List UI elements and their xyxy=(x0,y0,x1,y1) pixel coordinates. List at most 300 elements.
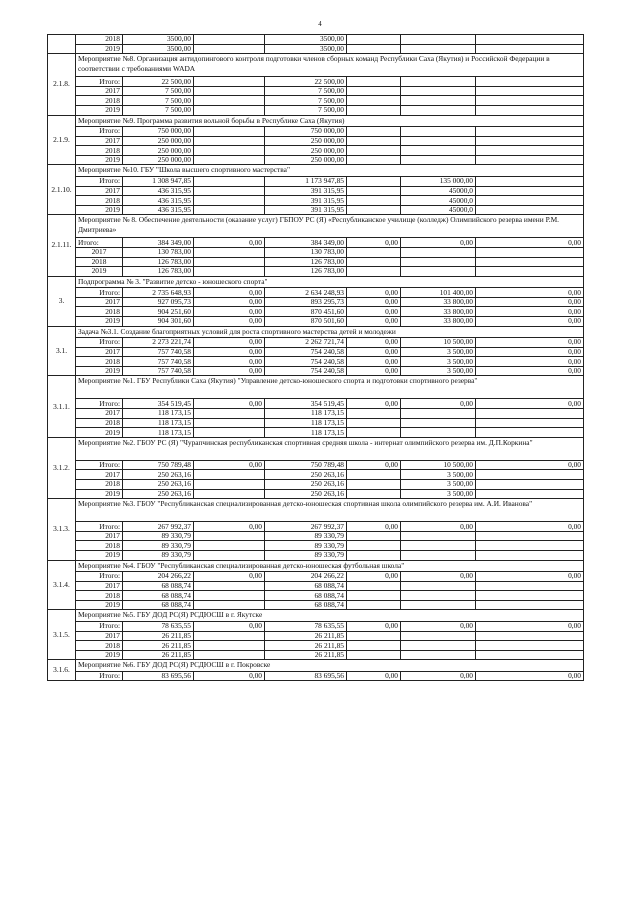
table-row xyxy=(48,86,584,96)
value-cell: 0,00 xyxy=(401,522,476,532)
value-cell: 250 000,00 xyxy=(123,155,194,165)
table-body xyxy=(48,35,584,681)
row-label: 2017 xyxy=(76,470,123,480)
value-cell: 26 211,85 xyxy=(265,641,347,651)
table-row xyxy=(48,418,584,428)
table-row xyxy=(48,581,584,591)
row-label: 2019 xyxy=(76,205,123,215)
value-cell: 250 263,16 xyxy=(123,489,194,499)
value-cell: 250 263,16 xyxy=(265,480,347,490)
table-row xyxy=(48,366,584,376)
value-cell: 0,00 xyxy=(347,297,401,307)
section-code: 3.1. xyxy=(48,326,76,376)
value-cell: 0,00 xyxy=(476,307,584,317)
section-title-row xyxy=(48,610,584,622)
value-cell xyxy=(347,550,401,560)
value-cell xyxy=(476,631,584,641)
value-cell xyxy=(194,418,265,428)
value-cell: 0,00 xyxy=(476,297,584,307)
value-cell xyxy=(347,531,401,541)
value-cell: 33 800,00 xyxy=(401,307,476,317)
row-label: 2017 xyxy=(76,136,123,146)
row-label: Итого: xyxy=(76,77,123,87)
value-cell: 0,00 xyxy=(347,238,401,248)
value-cell xyxy=(194,155,265,165)
value-cell: 250 263,16 xyxy=(265,470,347,480)
value-cell: 0,00 xyxy=(347,671,401,681)
table-row xyxy=(48,186,584,196)
value-cell: 0,00 xyxy=(194,522,265,532)
value-cell xyxy=(194,641,265,651)
value-cell: 3500,00 xyxy=(123,44,194,54)
value-cell: 130 783,00 xyxy=(123,247,194,257)
table-row xyxy=(48,196,584,206)
section-code: 2.1.11. xyxy=(48,215,76,276)
value-cell xyxy=(194,470,265,480)
table-row xyxy=(48,631,584,641)
value-cell: 0,00 xyxy=(476,460,584,470)
value-cell xyxy=(194,186,265,196)
value-cell xyxy=(401,531,476,541)
row-label: 2018 xyxy=(76,641,123,651)
value-cell xyxy=(476,127,584,137)
row-label: Итого: xyxy=(76,621,123,631)
value-cell: 45000,0 xyxy=(401,196,476,206)
row-label: 2019 xyxy=(76,267,123,277)
value-cell: 384 349,00 xyxy=(123,238,194,248)
value-cell xyxy=(347,267,401,277)
value-cell: 870 501,60 xyxy=(265,316,347,326)
section-title: Мероприятие №10. ГБУ "Школа высшего спортивного мастерства" xyxy=(76,165,584,177)
value-cell xyxy=(194,550,265,560)
section-title-row xyxy=(48,215,584,238)
value-cell xyxy=(347,600,401,610)
value-cell: 250 000,00 xyxy=(123,146,194,156)
row-label: 2019 xyxy=(76,44,123,54)
table-row xyxy=(48,297,584,307)
value-cell xyxy=(476,136,584,146)
value-cell: 1 173 947,85 xyxy=(265,176,347,186)
value-cell xyxy=(194,267,265,277)
value-cell: 3 500,00 xyxy=(401,480,476,490)
value-cell: 0,00 xyxy=(476,671,584,681)
value-cell xyxy=(347,428,401,438)
table-row xyxy=(48,146,584,156)
value-cell: 750 000,00 xyxy=(123,127,194,137)
value-cell xyxy=(347,146,401,156)
value-cell xyxy=(347,409,401,419)
section-title: Мероприятие №2. ГБОУ РС (Я) "Чурапчинская республиканская спортивная средняя школа - интернат олимпийского резерва им. Д.П.Коркина" xyxy=(76,437,584,460)
value-cell: 118 173,15 xyxy=(265,418,347,428)
value-cell xyxy=(476,641,584,651)
row-label: 2018 xyxy=(76,196,123,206)
value-cell: 2 634 248,93 xyxy=(265,288,347,298)
value-cell: 68 088,74 xyxy=(123,600,194,610)
value-cell xyxy=(347,196,401,206)
value-cell xyxy=(476,480,584,490)
section-title-row xyxy=(48,660,584,672)
section-code: 3.1.3. xyxy=(48,499,76,560)
table-row xyxy=(48,316,584,326)
value-cell xyxy=(194,146,265,156)
value-cell: 0,00 xyxy=(194,357,265,367)
value-cell xyxy=(476,247,584,257)
value-cell: 0,00 xyxy=(347,399,401,409)
value-cell xyxy=(476,186,584,196)
row-label: 2019 xyxy=(76,600,123,610)
table-row xyxy=(48,428,584,438)
row-label: Итого: xyxy=(76,176,123,186)
value-cell xyxy=(401,146,476,156)
row-label: 2019 xyxy=(76,489,123,499)
value-cell xyxy=(401,591,476,601)
value-cell: 68 088,74 xyxy=(265,600,347,610)
value-cell: 754 240,58 xyxy=(265,366,347,376)
table-row xyxy=(48,77,584,87)
value-cell xyxy=(401,127,476,137)
value-cell: 754 240,58 xyxy=(265,357,347,367)
value-cell: 0,00 xyxy=(194,307,265,317)
value-cell xyxy=(476,44,584,54)
section-title-row xyxy=(48,326,584,338)
table-row xyxy=(48,591,584,601)
value-cell xyxy=(401,136,476,146)
section-title: Мероприятие №1. ГБУ Республики Саха (Якутия) "Управление детско-юношеского спорта и подготовки спортивного резерва" xyxy=(76,376,584,399)
value-cell xyxy=(476,257,584,267)
value-cell: 2 735 648,93 xyxy=(123,288,194,298)
table-row xyxy=(48,347,584,357)
value-cell: 2 273 221,74 xyxy=(123,338,194,348)
table-row xyxy=(48,470,584,480)
section-code: 3.1.1. xyxy=(48,376,76,437)
value-cell xyxy=(476,155,584,165)
value-cell: 0,00 xyxy=(347,307,401,317)
value-cell: 83 695,56 xyxy=(123,671,194,681)
value-cell: 384 349,00 xyxy=(265,238,347,248)
section-title: Подпрограмма № 3. "Развитие детско - юношеского спорта" xyxy=(76,276,584,288)
row-label: 2018 xyxy=(76,591,123,601)
table-row xyxy=(48,550,584,560)
row-label: Итого: xyxy=(76,671,123,681)
value-cell xyxy=(347,470,401,480)
table-row xyxy=(48,176,584,186)
row-label: 2018 xyxy=(76,418,123,428)
section-title-row xyxy=(48,54,584,77)
value-cell xyxy=(476,581,584,591)
table-row xyxy=(48,267,584,277)
value-cell: 0,00 xyxy=(401,621,476,631)
value-cell xyxy=(401,550,476,560)
value-cell: 7 500,00 xyxy=(265,86,347,96)
value-cell xyxy=(476,541,584,551)
row-label: 2018 xyxy=(76,35,123,45)
table-row xyxy=(48,600,584,610)
value-cell: 354 519,45 xyxy=(265,399,347,409)
value-cell xyxy=(476,86,584,96)
value-cell: 354 519,45 xyxy=(123,399,194,409)
value-cell xyxy=(401,641,476,651)
value-cell: 391 315,95 xyxy=(265,186,347,196)
value-cell xyxy=(347,136,401,146)
value-cell xyxy=(476,105,584,115)
value-cell xyxy=(347,35,401,45)
value-cell xyxy=(476,267,584,277)
value-cell xyxy=(401,257,476,267)
section-title-row xyxy=(48,437,584,460)
value-cell: 89 330,79 xyxy=(123,531,194,541)
value-cell: 0,00 xyxy=(194,347,265,357)
value-cell: 22 500,00 xyxy=(265,77,347,87)
value-cell: 0,00 xyxy=(476,399,584,409)
value-cell: 250 263,16 xyxy=(265,489,347,499)
value-cell xyxy=(194,631,265,641)
section-code: 3.1.4. xyxy=(48,560,76,610)
value-cell: 0,00 xyxy=(476,238,584,248)
section-code: 2.1.10. xyxy=(48,165,76,215)
row-label: 2018 xyxy=(76,541,123,551)
value-cell: 45000,0 xyxy=(401,205,476,215)
value-cell: 0,00 xyxy=(476,357,584,367)
value-cell xyxy=(347,127,401,137)
value-cell xyxy=(476,35,584,45)
value-cell: 0,00 xyxy=(401,671,476,681)
value-cell xyxy=(476,531,584,541)
value-cell: 7 500,00 xyxy=(265,105,347,115)
value-cell: 2 262 721,74 xyxy=(265,338,347,348)
value-cell: 0,00 xyxy=(401,572,476,582)
value-cell: 0,00 xyxy=(401,399,476,409)
table-row xyxy=(48,409,584,419)
value-cell xyxy=(347,247,401,257)
page-number: 4 xyxy=(318,20,322,28)
value-cell xyxy=(476,550,584,560)
section-code: 3.1.2. xyxy=(48,437,76,498)
value-cell: 0,00 xyxy=(194,460,265,470)
value-cell: 68 088,74 xyxy=(265,581,347,591)
value-cell xyxy=(347,581,401,591)
value-cell xyxy=(194,136,265,146)
value-cell xyxy=(401,631,476,641)
value-cell: 250 000,00 xyxy=(123,136,194,146)
value-cell: 45000,0 xyxy=(401,186,476,196)
row-label: 2019 xyxy=(76,316,123,326)
value-cell xyxy=(347,155,401,165)
value-cell: 893 295,73 xyxy=(265,297,347,307)
table-row xyxy=(48,247,584,257)
value-cell: 130 783,00 xyxy=(265,247,347,257)
value-cell xyxy=(476,600,584,610)
value-cell: 870 451,60 xyxy=(265,307,347,317)
value-cell: 0,00 xyxy=(347,316,401,326)
value-cell: 250 263,16 xyxy=(123,480,194,490)
value-cell: 135 000,00 xyxy=(401,176,476,186)
value-cell: 126 783,00 xyxy=(123,267,194,277)
value-cell: 126 783,00 xyxy=(265,267,347,277)
value-cell: 757 740,58 xyxy=(123,347,194,357)
value-cell: 3 500,00 xyxy=(401,489,476,499)
value-cell xyxy=(194,591,265,601)
value-cell: 0,00 xyxy=(476,366,584,376)
value-cell xyxy=(476,650,584,660)
row-label: 2017 xyxy=(76,531,123,541)
row-label: Итого: xyxy=(76,522,123,532)
value-cell: 1 308 947,85 xyxy=(123,176,194,186)
value-cell: 7 500,00 xyxy=(123,86,194,96)
section-title: Мероприятие №4. ГБОУ "Республиканская специализированная детско-юношеская футбольная школа" xyxy=(76,560,584,572)
value-cell: 0,00 xyxy=(476,347,584,357)
value-cell xyxy=(194,86,265,96)
section-title-row xyxy=(48,115,584,127)
table-row xyxy=(48,399,584,409)
table-row xyxy=(48,155,584,165)
section-code: 3. xyxy=(48,276,76,326)
value-cell: 0,00 xyxy=(347,621,401,631)
value-cell xyxy=(476,196,584,206)
row-label: 2018 xyxy=(76,96,123,106)
value-cell xyxy=(401,155,476,165)
value-cell: 250 263,16 xyxy=(123,470,194,480)
section-title: Задача №3.1. Создание благоприятных условий для роста спортивного мастерства детей и молодежи xyxy=(76,326,584,338)
value-cell xyxy=(194,428,265,438)
value-cell: 750 000,00 xyxy=(265,127,347,137)
table-row xyxy=(48,127,584,137)
value-cell xyxy=(476,591,584,601)
row-label: 2017 xyxy=(76,186,123,196)
value-cell: 0,00 xyxy=(347,357,401,367)
table-row xyxy=(48,522,584,532)
value-cell: 26 211,85 xyxy=(123,650,194,660)
section-code: 3.1.6. xyxy=(48,660,76,681)
value-cell xyxy=(401,86,476,96)
value-cell: 250 000,00 xyxy=(265,155,347,165)
section-title: Мероприятие №5. ГБУ ДОД РС(Я) РСДЮСШ в г. Якутске xyxy=(76,610,584,622)
value-cell: 126 783,00 xyxy=(265,257,347,267)
row-label: 2017 xyxy=(76,409,123,419)
value-cell: 68 088,74 xyxy=(123,581,194,591)
value-cell xyxy=(347,44,401,54)
value-cell xyxy=(194,44,265,54)
value-cell xyxy=(401,581,476,591)
value-cell xyxy=(401,35,476,45)
value-cell xyxy=(476,428,584,438)
section-code: 2.1.9. xyxy=(48,115,76,165)
value-cell: 0,00 xyxy=(347,338,401,348)
value-cell xyxy=(194,531,265,541)
value-cell: 83 695,56 xyxy=(265,671,347,681)
value-cell: 0,00 xyxy=(194,366,265,376)
value-cell: 89 330,79 xyxy=(265,550,347,560)
value-cell xyxy=(347,650,401,660)
value-cell: 0,00 xyxy=(194,399,265,409)
table-row xyxy=(48,621,584,631)
row-label: 2018 xyxy=(76,257,123,267)
value-cell xyxy=(401,96,476,106)
value-cell: 0,00 xyxy=(347,572,401,582)
value-cell: 0,00 xyxy=(194,238,265,248)
section-code: 3.1.5. xyxy=(48,610,76,660)
row-label: 2019 xyxy=(76,155,123,165)
value-cell xyxy=(476,77,584,87)
table-row xyxy=(48,238,584,248)
value-cell: 436 315,95 xyxy=(123,205,194,215)
value-cell xyxy=(401,600,476,610)
value-cell xyxy=(347,77,401,87)
table-row xyxy=(48,205,584,215)
value-cell xyxy=(194,541,265,551)
value-cell: 26 211,85 xyxy=(265,631,347,641)
value-cell: 436 315,95 xyxy=(123,196,194,206)
row-label: 2017 xyxy=(76,581,123,591)
section-title-row xyxy=(48,376,584,399)
value-cell: 0,00 xyxy=(194,288,265,298)
budget-table xyxy=(47,34,584,681)
value-cell xyxy=(347,205,401,215)
row-label: 2019 xyxy=(76,366,123,376)
value-cell: 750 789,48 xyxy=(123,460,194,470)
row-label: 2017 xyxy=(76,247,123,257)
table-row xyxy=(48,650,584,660)
section-title: Мероприятие №3. ГБОУ "Республиканская специализированная детско-юношеская спортивная школа олимпийского резерва им. А.И. Иванова" xyxy=(76,499,584,522)
value-cell: 267 992,37 xyxy=(265,522,347,532)
value-cell xyxy=(347,641,401,651)
value-cell: 0,00 xyxy=(347,347,401,357)
value-cell xyxy=(347,591,401,601)
value-cell xyxy=(401,267,476,277)
table-row xyxy=(48,44,584,54)
value-cell: 904 301,60 xyxy=(123,316,194,326)
value-cell xyxy=(347,489,401,499)
table-row xyxy=(48,541,584,551)
value-cell: 22 500,00 xyxy=(123,77,194,87)
row-label: 2017 xyxy=(76,631,123,641)
value-cell: 33 800,00 xyxy=(401,316,476,326)
value-cell: 78 635,55 xyxy=(265,621,347,631)
section-title-row xyxy=(48,165,584,177)
row-label: 2019 xyxy=(76,550,123,560)
value-cell: 78 635,55 xyxy=(123,621,194,631)
value-cell xyxy=(194,247,265,257)
value-cell: 904 251,60 xyxy=(123,307,194,317)
value-cell xyxy=(476,146,584,156)
value-cell xyxy=(476,409,584,419)
value-cell: 0,00 xyxy=(476,572,584,582)
row-label: Итого: xyxy=(76,127,123,137)
value-cell: 0,00 xyxy=(194,572,265,582)
value-cell: 0,00 xyxy=(194,671,265,681)
value-cell: 0,00 xyxy=(347,366,401,376)
row-label: Итого: xyxy=(76,338,123,348)
section-title-row xyxy=(48,499,584,522)
value-cell xyxy=(194,105,265,115)
value-cell: 7 500,00 xyxy=(123,96,194,106)
value-cell xyxy=(194,650,265,660)
table-row xyxy=(48,357,584,367)
value-cell xyxy=(194,96,265,106)
value-cell xyxy=(401,409,476,419)
section-title: Мероприятие №6. ГБУ ДОД РС(Я) РСДЮСШ в г. Покровске xyxy=(76,660,584,672)
value-cell: 26 211,85 xyxy=(265,650,347,660)
value-cell: 7 500,00 xyxy=(265,96,347,106)
row-label: 2017 xyxy=(76,297,123,307)
value-cell: 754 240,58 xyxy=(265,347,347,357)
value-cell: 118 173,15 xyxy=(123,418,194,428)
value-cell: 391 315,95 xyxy=(265,196,347,206)
value-cell xyxy=(194,77,265,87)
value-cell: 0,00 xyxy=(476,522,584,532)
value-cell: 89 330,79 xyxy=(265,531,347,541)
value-cell xyxy=(347,257,401,267)
value-cell xyxy=(347,541,401,551)
